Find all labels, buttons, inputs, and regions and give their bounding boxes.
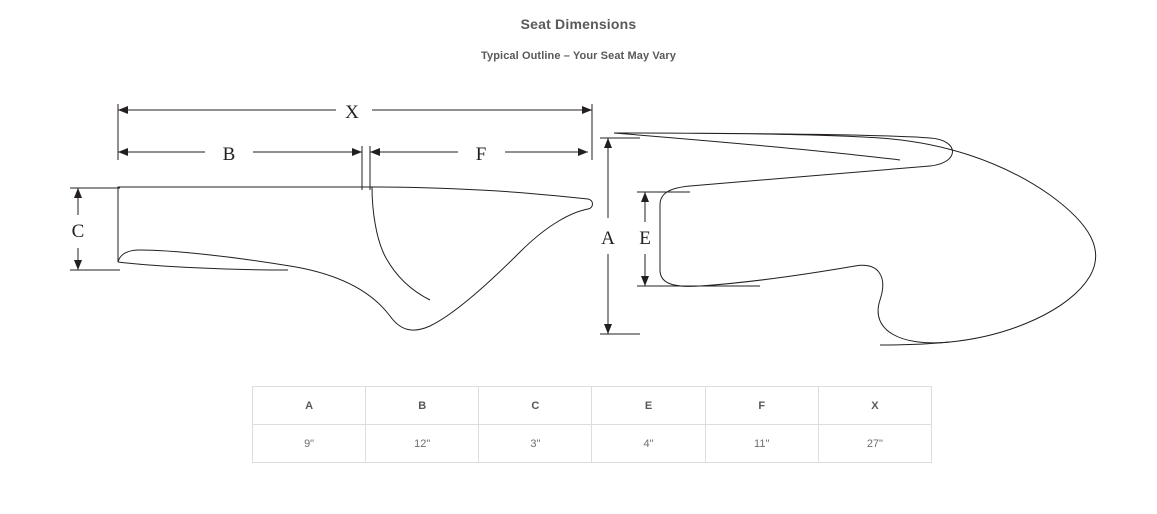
seat-side-lower-edge (118, 262, 288, 270)
label-x: X (345, 102, 359, 123)
label-a: A (601, 228, 615, 249)
label-c: C (71, 221, 85, 242)
arrow-f-left (370, 148, 380, 156)
arrow-x-right (582, 106, 592, 114)
arrow-e-top (641, 192, 649, 202)
column-header-b: B (366, 387, 479, 425)
cell-c: 3" (479, 425, 592, 463)
seat-top-rear-edge (880, 342, 950, 345)
label-b: B (222, 144, 236, 165)
seat-side-crease (372, 187, 430, 300)
label-e: E (639, 228, 651, 249)
page-title: Seat Dimensions (520, 16, 637, 32)
column-header-c: C (479, 387, 592, 425)
dimensions-table (252, 386, 932, 463)
column-header-a: A (253, 387, 366, 425)
column-header-e: E (592, 387, 705, 425)
arrow-x-left (118, 106, 128, 114)
arrow-e-bottom (641, 276, 649, 286)
seat-side-outline (118, 187, 593, 330)
column-header-x: X (818, 387, 931, 425)
label-f: F (475, 144, 487, 165)
arrow-c-top (74, 188, 82, 198)
arrow-b-right (352, 148, 362, 156)
arrow-c-bottom (74, 260, 82, 270)
column-header-f: F (705, 387, 818, 425)
seat-top-outline (614, 133, 1096, 343)
page-subtitle: Typical Outline – Your Seat May Vary (481, 50, 676, 62)
cell-e: 4" (592, 425, 705, 463)
spec-table-wrapper (252, 386, 932, 463)
table-header-row (253, 387, 932, 425)
table-row (253, 425, 932, 463)
cell-f: 11" (705, 425, 818, 463)
arrow-f-right (578, 148, 588, 156)
cell-x: 27" (818, 425, 931, 463)
arrow-a-top (604, 138, 612, 148)
cell-b: 12" (366, 425, 479, 463)
arrow-a-bottom (604, 324, 612, 334)
cell-a: 9" (253, 425, 366, 463)
arrow-b-left (118, 148, 128, 156)
